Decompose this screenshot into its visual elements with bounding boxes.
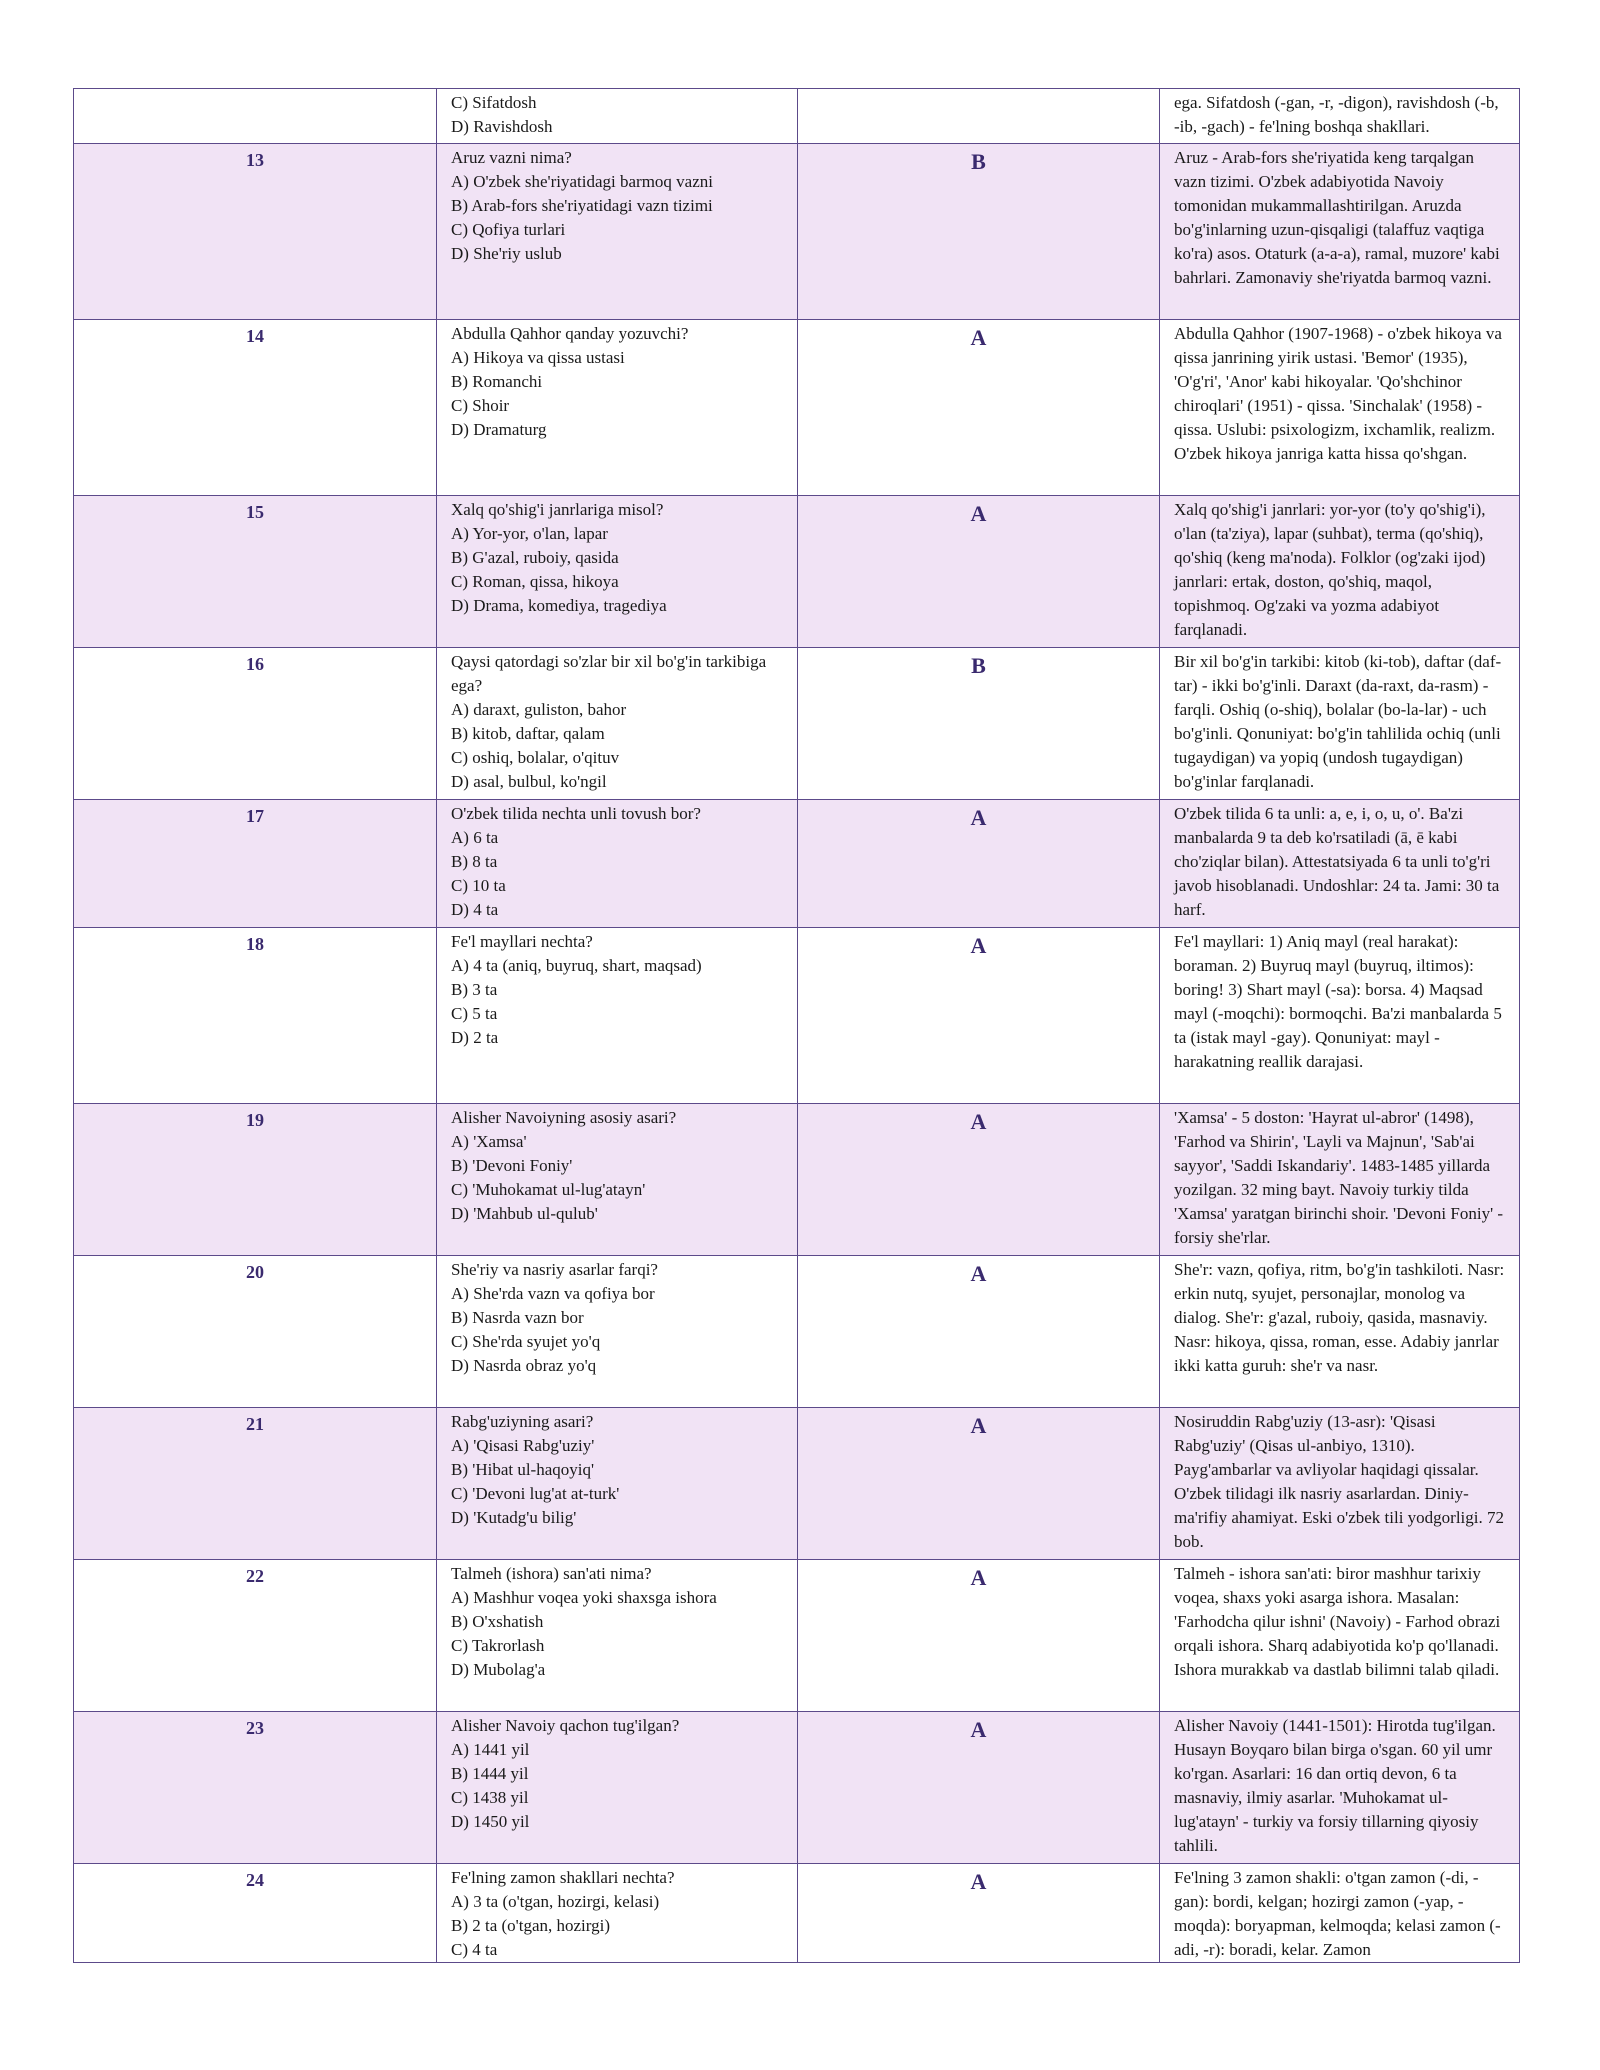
question-cell xyxy=(437,89,798,144)
answer-option: B) 2 ta (o'tgan, hozirgi) xyxy=(451,1916,611,1935)
question-cell xyxy=(437,648,798,800)
explanation: Aruz - Arab-fors she'riyatida keng tarqalgan vazn tizimi. O'zbek adabiyotida Navoiy tomonidan mukammallashtirilgan. Aruzda bo'g'inlarning uzun-qisqaligi (talaffuz vaqtiga ko'ra) asos. Otaturk (a-a-a), ramal, muzore' kabi bahrlari. Zamonaviy she'riyatda barmoq vazni. xyxy=(1160,144,1520,320)
explanation: Fe'l mayllari: 1) Aniq mayl (real harakat): boraman. 2) Buyruq mayl (buyruq, iltimos): boring! 3) Shart mayl (-sa): borsa. 4) Maqsad mayl (-moqchi): bormoqchi. Ba'zi manbalarda 5 ta (istak mayl -gay). Qonuniyat: mayl - harakatning reallik darajasi. xyxy=(1160,928,1520,1104)
answer-option: D) Nasrda obraz yo'q xyxy=(451,1356,597,1375)
question-number: 20 xyxy=(74,1256,437,1408)
question-text: She'riy va nasriy asarlar farqi? xyxy=(451,1260,658,1279)
answer-option: D) Drama, komediya, tragediya xyxy=(451,596,667,615)
answer-option: C) 10 ta xyxy=(451,876,506,895)
question-cell xyxy=(437,496,798,648)
question-text: Qaysi qatordagi so'zlar bir xil bo'g'in tarkibiga ega? xyxy=(451,652,767,695)
answer-key-rows xyxy=(74,89,1520,1963)
explanation: Alisher Navoiy (1441-1501): Hirotda tug'ilgan. Husayn Boyqaro bilan birga o'sgan. 60 yil umr ko'rgan. Asarlari: 16 dan ortiq devon, 6 ta masnaviy, ilmiy asarlar. 'Muhokamat ul-lug'atayn' - turkiy va forsiy tillarning qiyosiy tahlili. xyxy=(1160,1712,1520,1864)
answer-option: C) Shoir xyxy=(451,396,510,415)
explanation: She'r: vazn, qofiya, ritm, bo'g'in tashkiloti. Nasr: erkin nutq, syujet, personajlar, monolog va dialog. She'r: g'azal, ruboiy, qasida, masnaviy. Nasr: hikoya, qissa, roman, esse. Adabiy janrlar ikki katta guruh: she'r va nasr. xyxy=(1160,1256,1520,1408)
answer-option: A) 6 ta xyxy=(451,828,499,847)
answer-option: A) 4 ta (aniq, buyruq, shart, maqsad) xyxy=(451,956,702,975)
answer-option: C) Takrorlash xyxy=(451,1636,545,1655)
answer-option: C) 4 ta xyxy=(451,1940,498,1959)
explanation: Nosiruddin Rabg'uziy (13-asr): 'Qisasi Rabg'uziy' (Qisas ul-anbiyo, 1310). Payg'ambarlar va avliyolar haqidagi qissalar. O'zbek tilidagi ilk nasriy asarlardan. Diniy-ma'rifiy ahamiyat. Eski o'zbek tili yodgorligi. 72 bob. xyxy=(1160,1408,1520,1560)
question-text: Abdulla Qahhor qanday yozuvchi? xyxy=(451,324,689,343)
correct-answer: B xyxy=(798,648,1160,800)
correct-answer: A xyxy=(798,1712,1160,1864)
answer-option: B) O'xshatish xyxy=(451,1612,544,1631)
table-row xyxy=(74,1256,1520,1408)
answer-option: B) Arab-fors she'riyatidagi vazn tizimi xyxy=(451,196,713,215)
explanation: 'Xamsa' - 5 doston: 'Hayrat ul-abror' (1498), 'Farhod va Shirin', 'Layli va Majnun', 'Sab'ai sayyor', 'Saddi Iskandariy'. 1483-1485 yillarda yozilgan. 32 ming bayt. Navoiy turkiy tilda 'Xamsa' yaratgan birinchi shoir. 'Devoni Foniy' - forsiy she'rlar. xyxy=(1160,1104,1520,1256)
explanation: ega. Sifatdosh (-gan, -r, -digon), ravishdosh (-b, -ib, -gach) - fe'lning boshqa shakllari. xyxy=(1160,89,1520,144)
answer-option: C) She'rda syujet yo'q xyxy=(451,1332,601,1351)
table-row xyxy=(74,648,1520,800)
answer-option: A) 'Qisasi Rabg'uziy' xyxy=(451,1436,595,1455)
answer-option: D) Ravishdosh xyxy=(451,117,553,136)
question-text: Talmeh (ishora) san'ati nima? xyxy=(451,1564,652,1583)
answer-option: C) Sifatdosh xyxy=(451,93,537,112)
explanation: Talmeh - ishora san'ati: biror mashhur tarixiy voqea, shaxs yoki asarga ishora. Masalan: 'Farhodcha qilur ishni' (Navoiy) - Farhod obrazi orqali ishora. Sharq adabiyotida ko'p qo'llanadi. Ishora murakkab va dastlab bilimni talab qiladi. xyxy=(1160,1560,1520,1712)
question-number: 16 xyxy=(74,648,437,800)
answer-option: D) 'Mahbub ul-qulub' xyxy=(451,1204,598,1223)
answer-option: C) 1438 yil xyxy=(451,1788,529,1807)
answer-option: C) 'Muhokamat ul-lug'atayn' xyxy=(451,1180,646,1199)
question-cell xyxy=(437,800,798,928)
question-number: 19 xyxy=(74,1104,437,1256)
answer-option: B) 'Devoni Foniy' xyxy=(451,1156,573,1175)
question-cell xyxy=(437,1256,798,1408)
answer-option: D) asal, bulbul, ko'ngil xyxy=(451,772,607,791)
answer-option: D) 'Kutadg'u bilig' xyxy=(451,1508,577,1527)
correct-answer: A xyxy=(798,496,1160,648)
answer-option: B) 'Hibat ul-haqoyiq' xyxy=(451,1460,595,1479)
question-cell xyxy=(437,928,798,1104)
explanation: Bir xil bo'g'in tarkibi: kitob (ki-tob), daftar (daf-tar) - ikki bo'g'inli. Daraxt (da-raxt, da-rasm) - farqli. Oshiq (o-shiq), bolalar (bo-la-lar) - uch bo'g'inli. Qonuniyat: bo'g'in tahlilida ochiq (unli tugaydigan) va yopiq (undosh tugaydigan) bo'g'inlar farqlanadi. xyxy=(1160,648,1520,800)
correct-answer xyxy=(798,89,1160,144)
question-cell xyxy=(437,1408,798,1560)
question-number: 17 xyxy=(74,800,437,928)
table-row xyxy=(74,800,1520,928)
table-row xyxy=(74,1104,1520,1256)
question-cell xyxy=(437,1864,798,1963)
question-number: 21 xyxy=(74,1408,437,1560)
answer-option: D) She'riy uslub xyxy=(451,244,562,263)
answer-option: A) Hikoya va qissa ustasi xyxy=(451,348,625,367)
answer-option: A) daraxt, guliston, bahor xyxy=(451,700,627,719)
correct-answer: A xyxy=(798,1560,1160,1712)
answer-option: A) O'zbek she'riyatidagi barmoq vazni xyxy=(451,172,713,191)
question-cell xyxy=(437,1712,798,1864)
answer-key-page xyxy=(73,88,1519,1963)
answer-option: B) 1444 yil xyxy=(451,1764,529,1783)
question-text: Fe'lning zamon shakllari nechta? xyxy=(451,1868,675,1887)
question-number: 18 xyxy=(74,928,437,1104)
answer-option: B) kitob, daftar, qalam xyxy=(451,724,605,743)
table-row xyxy=(74,928,1520,1104)
table-row xyxy=(74,496,1520,648)
explanation: Abdulla Qahhor (1907-1968) - o'zbek hikoya va qissa janrining yirik ustasi. 'Bemor' (1935), 'O'g'ri', 'Anor' kabi hikoyalar. 'Qo'shchinor chiroqlari' (1951) - qissa. 'Sinchalak' (1958) - qissa. Uslubi: psixologizm, ixchamlik, realizm. O'zbek hikoya janriga katta hissa qo'shgan. xyxy=(1160,320,1520,496)
question-number: 22 xyxy=(74,1560,437,1712)
question-number: 13 xyxy=(74,144,437,320)
question-number: 23 xyxy=(74,1712,437,1864)
answer-option: A) She'rda vazn va qofiya bor xyxy=(451,1284,655,1303)
answer-option: C) oshiq, bolalar, o'qituv xyxy=(451,748,620,767)
correct-answer: B xyxy=(798,144,1160,320)
answer-option: B) Nasrda vazn bor xyxy=(451,1308,584,1327)
answer-option: D) 2 ta xyxy=(451,1028,499,1047)
answer-option: B) 8 ta xyxy=(451,852,498,871)
table-row xyxy=(74,1864,1520,1963)
correct-answer: A xyxy=(798,1104,1160,1256)
explanation: Xalq qo'shig'i janrlari: yor-yor (to'y qo'shig'i), o'lan (ta'ziya), lapar (suhbat), terma (qo'shiq), qo'shiq (keng ma'noda). Folklor (og'zaki ijod) janrlari: ertak, doston, qo'shiq, maqol, topishmoq. Og'zaki va yozma adabiyot farqlanadi. xyxy=(1160,496,1520,648)
table-row xyxy=(74,1560,1520,1712)
table-row xyxy=(74,1712,1520,1864)
correct-answer: A xyxy=(798,1864,1160,1963)
answer-option: C) Roman, qissa, hikoya xyxy=(451,572,619,591)
correct-answer: A xyxy=(798,320,1160,496)
correct-answer: A xyxy=(798,928,1160,1104)
answer-option: D) Mubolag'a xyxy=(451,1660,546,1679)
question-text: Xalq qo'shig'i janrlariga misol? xyxy=(451,500,664,519)
correct-answer: A xyxy=(798,1256,1160,1408)
answer-option: A) 'Xamsa' xyxy=(451,1132,527,1151)
question-text: O'zbek tilida nechta unli tovush bor? xyxy=(451,804,701,823)
answer-option: C) Qofiya turlari xyxy=(451,220,566,239)
answer-option: B) Romanchi xyxy=(451,372,543,391)
correct-answer: A xyxy=(798,800,1160,928)
answer-option: D) 4 ta xyxy=(451,900,499,919)
question-text: Fe'l mayllari nechta? xyxy=(451,932,593,951)
question-cell xyxy=(437,320,798,496)
question-text: Alisher Navoiy qachon tug'ilgan? xyxy=(451,1716,680,1735)
question-text: Rabg'uziyning asari? xyxy=(451,1412,594,1431)
answer-key-table xyxy=(73,88,1520,1963)
answer-option: A) 3 ta (o'tgan, hozirgi, kelasi) xyxy=(451,1892,660,1911)
answer-option: B) 3 ta xyxy=(451,980,498,999)
table-row xyxy=(74,89,1520,144)
explanation: Fe'lning 3 zamon shakli: o'tgan zamon (-di, -gan): bordi, kelgan; hozirgi zamon (-yap, -moqda): boryapman, kelmoqda; kelasi zamon (-adi, -r): boradi, kelar. Zamon xyxy=(1160,1864,1520,1963)
question-number: 24 xyxy=(74,1864,437,1963)
answer-option: C) 5 ta xyxy=(451,1004,498,1023)
answer-option: A) Mashhur voqea yoki shaxsga ishora xyxy=(451,1588,717,1607)
table-row xyxy=(74,144,1520,320)
question-number: 14 xyxy=(74,320,437,496)
question-number xyxy=(74,89,437,144)
question-number: 15 xyxy=(74,496,437,648)
question-cell xyxy=(437,1560,798,1712)
answer-option: C) 'Devoni lug'at at-turk' xyxy=(451,1484,620,1503)
question-cell xyxy=(437,1104,798,1256)
table-row xyxy=(74,320,1520,496)
answer-option: B) G'azal, ruboiy, qasida xyxy=(451,548,619,567)
correct-answer: A xyxy=(798,1408,1160,1560)
answer-option: A) 1441 yil xyxy=(451,1740,530,1759)
table-row xyxy=(74,1408,1520,1560)
question-cell xyxy=(437,144,798,320)
answer-option: A) Yor-yor, o'lan, lapar xyxy=(451,524,608,543)
answer-option: D) 1450 yil xyxy=(451,1812,530,1831)
explanation: O'zbek tilida 6 ta unli: a, e, i, o, u, o'. Ba'zi manbalarda 9 ta deb ko'rsatiladi (ā, ē kabi cho'ziqlar bilan). Attestatsiyada 6 ta unli to'g'ri javob hisoblanadi. Undoshlar: 24 ta. Jami: 30 ta harf. xyxy=(1160,800,1520,928)
question-text: Alisher Navoiyning asosiy asari? xyxy=(451,1108,677,1127)
answer-option: D) Dramaturg xyxy=(451,420,547,439)
question-text: Aruz vazni nima? xyxy=(451,148,572,167)
